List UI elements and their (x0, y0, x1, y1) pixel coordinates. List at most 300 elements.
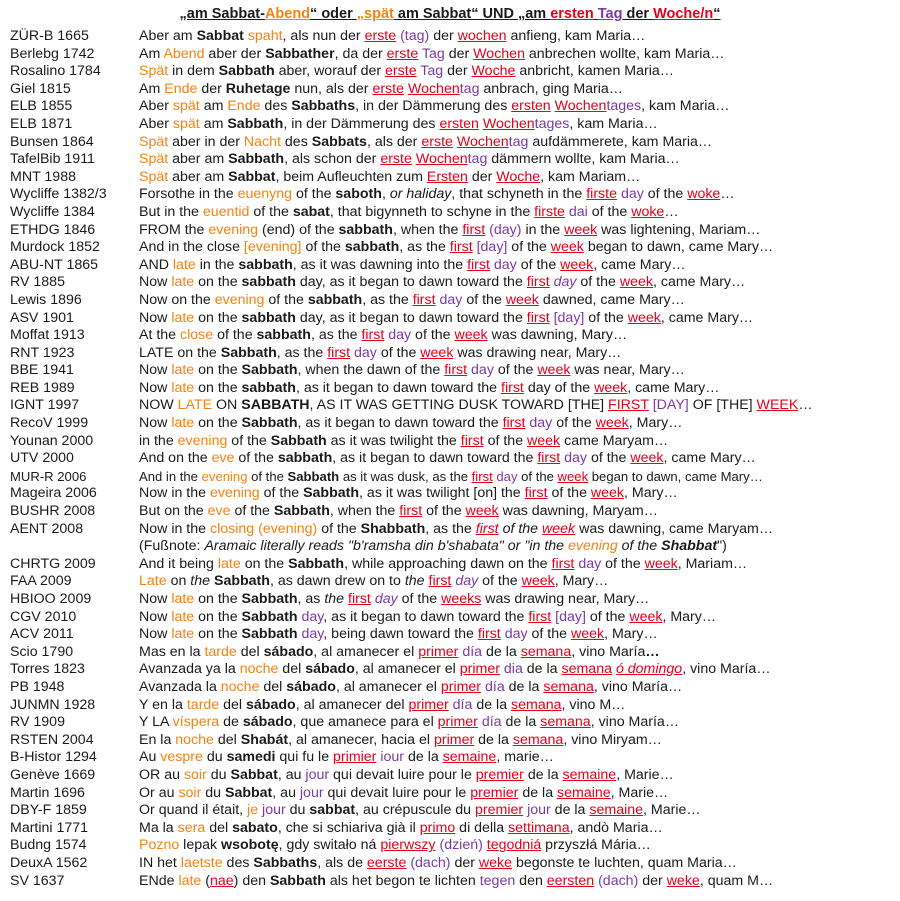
text-segment: anfieng, kam Maria… (506, 28, 646, 44)
verse-row (0, 609, 900, 627)
text-segment: , kam Maria… (641, 98, 730, 115)
text-segment: , when the dawn of the (297, 362, 445, 379)
text-segment: Sabbaths (253, 854, 318, 871)
text-segment: Tag (597, 6, 623, 22)
text-segment: (tag) (400, 28, 430, 44)
text-segment: je (247, 802, 259, 819)
verse-row (0, 116, 900, 134)
text-segment: first (471, 468, 493, 484)
text-segment: first (399, 503, 423, 520)
text-segment: FIRST (608, 397, 649, 414)
text-segment: „spät (356, 6, 394, 22)
text-segment: late (171, 626, 195, 643)
text-segment: Shabát (240, 731, 289, 748)
text-segment: Wochen (456, 133, 509, 150)
text-segment: , when the (329, 503, 400, 520)
text-segment: del (259, 678, 287, 695)
verse-text (139, 732, 662, 750)
text-segment: OR au (139, 766, 184, 783)
text-segment: Wochen (482, 115, 535, 132)
text-segment: week (527, 432, 561, 449)
text-segment: first (444, 362, 468, 379)
text-segment: En la (139, 731, 176, 748)
text-segment: firste (534, 203, 565, 220)
text-segment: (dach) (598, 872, 639, 889)
text-segment: of the (462, 291, 506, 308)
text-segment: semana (561, 661, 612, 678)
text-segment: Sabbath (241, 626, 298, 643)
translation-abbreviation: JUNMN 1928 (10, 696, 96, 713)
text-segment: Ersten (426, 168, 468, 185)
text-segment: jour (527, 802, 551, 819)
text-segment: day (301, 608, 324, 625)
text-segment: sabbath (241, 379, 296, 396)
verse-text (139, 310, 753, 328)
text-segment: der (638, 872, 667, 889)
text-segment: Woche/n (653, 6, 714, 22)
text-segment: in the (139, 432, 178, 449)
text-segment: on the (194, 362, 242, 379)
text-segment: , as it was dawning into the (292, 256, 468, 273)
text-segment: first (477, 626, 501, 643)
verse-text (139, 63, 674, 81)
text-segment: (day) (489, 221, 522, 238)
text-segment: aber der (204, 45, 266, 62)
text-segment: week (627, 309, 661, 326)
translation-abbreviation: Murdock 1852 (10, 239, 100, 256)
text-segment: del (278, 661, 306, 678)
text-segment: sábado (305, 661, 355, 678)
text-segment: aber, worauf der (274, 63, 386, 80)
text-segment: ) den (233, 872, 270, 889)
text-segment: eerste (366, 854, 407, 871)
text-segment: sábado (242, 714, 293, 731)
verse-row (0, 63, 900, 81)
text-segment: week (644, 555, 678, 572)
text-segment: firste (586, 186, 617, 203)
text-segment: day (493, 256, 517, 273)
text-segment: de la (504, 678, 544, 695)
text-segment: Now (139, 379, 172, 396)
verse-text (139, 573, 608, 591)
verse-row (0, 556, 900, 574)
text-segment: , Marie… (643, 802, 701, 819)
text-segment: sera (177, 819, 206, 836)
text-segment: , che si schiariva già il (277, 819, 420, 836)
text-segment: Spät (139, 151, 169, 168)
text-segment: , in der Dämmerung des (283, 115, 440, 132)
verse-text (139, 837, 651, 855)
text-segment: day of the (523, 379, 595, 396)
text-segment: de la (501, 714, 541, 731)
text-segment: late (178, 872, 202, 889)
text-segment: day (564, 450, 587, 467)
text-segment: spät (172, 98, 200, 115)
text-segment: woke (687, 186, 721, 203)
text-segment: on the (194, 608, 242, 625)
text-segment: sabbath (277, 450, 333, 467)
verse-text (139, 433, 668, 451)
text-segment: late (171, 608, 195, 625)
text-segment: jour (305, 766, 330, 783)
text-segment: Aber (139, 115, 173, 132)
text-segment: “ (713, 6, 721, 22)
text-segment: of the (576, 274, 620, 291)
text-segment: day (301, 626, 324, 643)
text-segment: des (260, 98, 292, 115)
text-segment: , as it began to dawn toward the (295, 379, 502, 396)
text-segment: lepak (179, 837, 222, 854)
translation-abbreviation: BBE 1941 (10, 362, 74, 379)
text-segment: NOW (139, 397, 178, 414)
text-segment: Now (139, 608, 172, 625)
translation-abbreviation: ACV 2011 (10, 626, 74, 643)
text-segment: evening (208, 221, 259, 238)
text-segment: am Sabbat“ UND „am (393, 6, 551, 22)
text-segment: spaht (247, 28, 283, 44)
text-segment: del (205, 819, 233, 836)
text-segment: of the (317, 520, 361, 537)
text-segment: przyszłá Mária… (541, 837, 651, 854)
text-segment: semaine (562, 766, 617, 783)
text-segment: , au crépuscule du (355, 802, 476, 819)
text-segment: (end) of the (258, 221, 339, 238)
text-segment: , vino María… (590, 714, 680, 731)
text-segment: began to dawn, came Mary… (588, 468, 763, 484)
text-segment: , as it began to dawn toward the (297, 415, 503, 432)
text-segment: anbrechen wollte, kam Maria… (524, 45, 725, 62)
text-segment: ersten (550, 6, 594, 22)
text-segment: semaine (589, 802, 644, 819)
text-segment: “ oder (310, 6, 357, 22)
text-segment: day (529, 415, 553, 432)
text-segment: Spät (139, 63, 169, 80)
text-segment: , Mary… (604, 626, 658, 643)
text-segment: week (560, 256, 594, 273)
verse-text (139, 802, 701, 820)
verse-text (139, 767, 674, 785)
text-segment: day (578, 555, 602, 572)
verse-text (139, 679, 682, 697)
verse-text (139, 327, 627, 345)
text-segment: of the (502, 520, 539, 537)
text-segment: Sabbath (269, 872, 326, 889)
translation-abbreviation: ELB 1855 (10, 98, 73, 115)
verse-row (0, 98, 900, 116)
text-segment: Abend (163, 45, 205, 62)
text-segment: first (449, 239, 473, 256)
verse-text (139, 468, 763, 486)
text-segment: late (217, 555, 241, 572)
text-segment: Now (139, 362, 172, 379)
text-segment: Sabbath (220, 344, 277, 361)
translation-abbreviation: Berlebg 1742 (10, 45, 95, 62)
text-segment: Sabbath (273, 503, 330, 520)
text-segment: first (502, 415, 526, 432)
text-segment: on the (194, 309, 242, 326)
text-segment: , Mary… (624, 485, 678, 502)
text-segment: iour (380, 749, 405, 766)
text-segment: ENde (139, 872, 179, 889)
text-segment: was dawning, came Maryam… (575, 520, 774, 537)
text-segment: aber am (168, 151, 229, 168)
text-segment: day (496, 468, 518, 484)
text-segment: of the (376, 344, 421, 361)
text-segment: , as dawn drew on to (269, 573, 405, 590)
verse-text (139, 81, 623, 99)
verse-row (0, 697, 900, 715)
text-segment: Woche (471, 63, 516, 80)
text-segment: Spät (139, 168, 169, 185)
text-segment: late (171, 591, 195, 607)
text-segment: of the (617, 538, 662, 555)
text-segment: And in the (139, 468, 202, 484)
verse-text (139, 538, 727, 556)
text-segment: , AS IT WAS GETTING DUSK TOWARD [THE] (309, 397, 609, 414)
text-segment: der (444, 45, 474, 62)
text-segment: , while approaching dawn on the (344, 555, 552, 572)
text-segment: Sabbather (265, 45, 335, 62)
text-segment: primer (459, 661, 500, 678)
text-segment: , al amanecer, hacia el (288, 731, 434, 748)
verse-text (139, 644, 660, 662)
verse-row (0, 644, 900, 662)
text-segment: Aber am (139, 28, 197, 44)
text-segment: dämmern wollte, kam Maria… (487, 151, 680, 168)
verse-text (139, 204, 679, 222)
text-segment: of the (234, 450, 278, 467)
text-segment: on the (194, 379, 242, 396)
text-segment: premier (470, 784, 519, 801)
text-segment: Wochen (415, 151, 468, 168)
text-segment: of the (249, 203, 293, 220)
text-segment: of the (422, 503, 466, 520)
text-segment: Am (139, 45, 164, 62)
text-segment: erste (380, 151, 412, 168)
text-segment: Shabbat (661, 538, 718, 555)
text-segment: , as it began to dawn toward the (323, 608, 529, 625)
text-segment: tegen (479, 872, 516, 889)
text-segment: weke (666, 872, 700, 889)
translation-abbreviation: ETHDG 1846 (10, 221, 96, 238)
verse-row (0, 239, 900, 257)
text-segment: Or au (139, 784, 179, 801)
verse-row (0, 327, 900, 345)
text-segment: SABBATH (241, 397, 310, 414)
text-segment: , vino María… (593, 678, 683, 695)
verse-row (0, 204, 900, 222)
verse-text (139, 345, 621, 363)
verse-text (139, 362, 685, 380)
verse-text (139, 714, 679, 732)
translation-abbreviation: RSTEN 2004 (10, 731, 94, 748)
text-segment: week (505, 291, 539, 308)
text-segment: began to dawn, came Mary… (583, 239, 774, 256)
verse-row (0, 714, 900, 732)
text-segment: … (798, 397, 813, 414)
text-segment: Sabbath (228, 151, 285, 168)
translation-abbreviation: Lewis 1896 (10, 291, 82, 308)
text-segment: of the (397, 591, 442, 607)
verse-row (0, 855, 900, 873)
verse-text (139, 292, 685, 310)
text-segment: day, as it began to dawn toward the (295, 309, 527, 326)
verse-row (0, 450, 900, 468)
text-segment: WEEK (756, 397, 799, 414)
text-segment: tarde (186, 696, 220, 713)
text-segment: the (324, 591, 345, 607)
verse-text (139, 521, 773, 539)
text-segment: day (504, 626, 528, 643)
text-segment: Abend (264, 6, 311, 22)
text-segment: ersten (511, 98, 551, 115)
text-segment: , came Mary… (627, 379, 720, 396)
text-segment: qui fu le (275, 749, 334, 766)
text-segment: first (460, 432, 484, 449)
text-segment: , als nun der (282, 28, 365, 44)
text-segment: week (619, 274, 653, 291)
text-segment: anbrach, ging Maria… (479, 80, 623, 97)
text-segment: week (590, 485, 625, 502)
text-segment: Or quand il était, (139, 802, 248, 819)
text-segment: de la (404, 749, 443, 766)
text-segment: Now (139, 309, 172, 326)
text-segment: Mas en la (139, 643, 205, 660)
text-segment: sabbath (307, 291, 363, 308)
text-segment: de (219, 714, 243, 731)
text-segment: week (570, 626, 605, 643)
text-segment: , as it was twilight [on] the (359, 485, 525, 502)
text-segment: week (420, 344, 454, 361)
translation-abbreviation: ELB 1871 (10, 115, 73, 132)
text-segment: was dawning, Mary… (487, 327, 628, 344)
text-segment: tag (508, 133, 529, 150)
translation-abbreviation: FAA 2009 (10, 573, 72, 590)
text-segment: euenyng (237, 186, 293, 203)
verse-row (0, 873, 900, 891)
translation-abbreviation: AENT 2008 (10, 520, 84, 537)
text-segment: , als de (317, 854, 367, 871)
text-segment: week (550, 239, 584, 256)
text-segment: nun, als der (290, 80, 373, 97)
text-segment: the (190, 573, 211, 590)
verse-row (0, 503, 900, 521)
text-segment: IN het (139, 854, 181, 871)
text-segment: of the (527, 626, 571, 643)
verse-text (139, 274, 745, 292)
text-segment: late (171, 309, 195, 326)
text-segment: [day] (555, 608, 586, 625)
verse-row (0, 433, 900, 451)
text-segment: Late (139, 573, 167, 590)
text-segment: Sabbats (311, 133, 367, 150)
translation-abbreviation: TafelBib 1911 (10, 151, 95, 168)
translation-abbreviation: CGV 2010 (10, 608, 77, 625)
text-segment: du (202, 749, 227, 766)
text-segment: sabbath (241, 309, 296, 326)
text-segment: , as (297, 591, 325, 607)
verse-row (0, 151, 900, 169)
verse-text (139, 503, 658, 521)
text-segment: erste (385, 63, 417, 80)
verse-text (139, 415, 682, 433)
text-segment: primer (437, 714, 478, 731)
text-segment: in the (521, 221, 565, 238)
translation-abbreviation: RecoV 1999 (10, 415, 89, 432)
text-segment: , que amanece para el (292, 714, 438, 731)
text-segment: Wochen (407, 80, 460, 97)
text-segment: evening (214, 291, 265, 308)
text-segment: And on the (139, 450, 212, 467)
text-segment: week (630, 450, 664, 467)
text-segment: de la (523, 766, 563, 783)
text-segment: first (537, 450, 561, 467)
text-segment: week (542, 520, 576, 537)
page-title (0, 0, 900, 24)
text-segment: erste (364, 28, 397, 44)
text-segment: , in der Dämmerung des (355, 98, 512, 115)
text-segment: Sabbath (241, 362, 298, 379)
text-segment: tag (467, 151, 488, 168)
text-segment: of the (493, 362, 538, 379)
text-segment: Ende (164, 80, 198, 97)
text-segment: , au (277, 766, 306, 783)
verse-row (0, 380, 900, 398)
text-segment: laetste (180, 854, 223, 871)
text-segment: , that schyneth in the (451, 186, 587, 203)
text-segment: first (361, 327, 385, 344)
text-segment: day (388, 327, 412, 344)
verse-text (139, 257, 686, 275)
text-segment: Forsothe in the (139, 186, 238, 203)
text-segment: , vino Miryam… (563, 731, 662, 748)
text-segment: as it was twilight the (326, 432, 461, 449)
verse-comparison-list (0, 28, 900, 890)
text-segment: Shabbath (360, 520, 426, 537)
text-segment: de la (550, 802, 590, 819)
text-segment: , came Mary… (652, 274, 746, 291)
text-segment: of the (301, 239, 345, 256)
text-segment: sábado (246, 696, 296, 713)
text-segment: first (467, 256, 490, 273)
verse-text (139, 661, 771, 679)
translation-abbreviation: Moffat 1913 (10, 327, 85, 344)
text-segment: ó domingo (615, 661, 683, 678)
text-segment: LATE on the (139, 344, 221, 361)
text-segment: as it was dusk, as the (339, 468, 472, 484)
text-segment: día (462, 643, 483, 660)
translation-abbreviation: RV 1885 (10, 274, 65, 291)
text-segment: primo (419, 819, 456, 836)
text-segment: of the (601, 555, 645, 572)
text-segment: aber am (168, 168, 229, 185)
verse-text (139, 855, 737, 873)
text-segment: de la (482, 643, 521, 660)
text-segment: of the (552, 415, 596, 432)
translation-abbreviation: Genève 1669 (10, 766, 96, 783)
text-segment: , Marie… (616, 766, 674, 783)
text-segment: , au (272, 784, 300, 801)
text-segment: of the (585, 608, 630, 625)
text-segment: day (455, 573, 479, 590)
text-segment: tag (459, 80, 480, 97)
verse-text (139, 169, 640, 187)
translation-abbreviation: RV 1909 (10, 714, 65, 731)
text-segment: erste (372, 80, 404, 97)
text-segment: , came Mary… (663, 450, 756, 467)
text-segment: eve (207, 503, 231, 520)
text-segment: ON (212, 397, 242, 414)
